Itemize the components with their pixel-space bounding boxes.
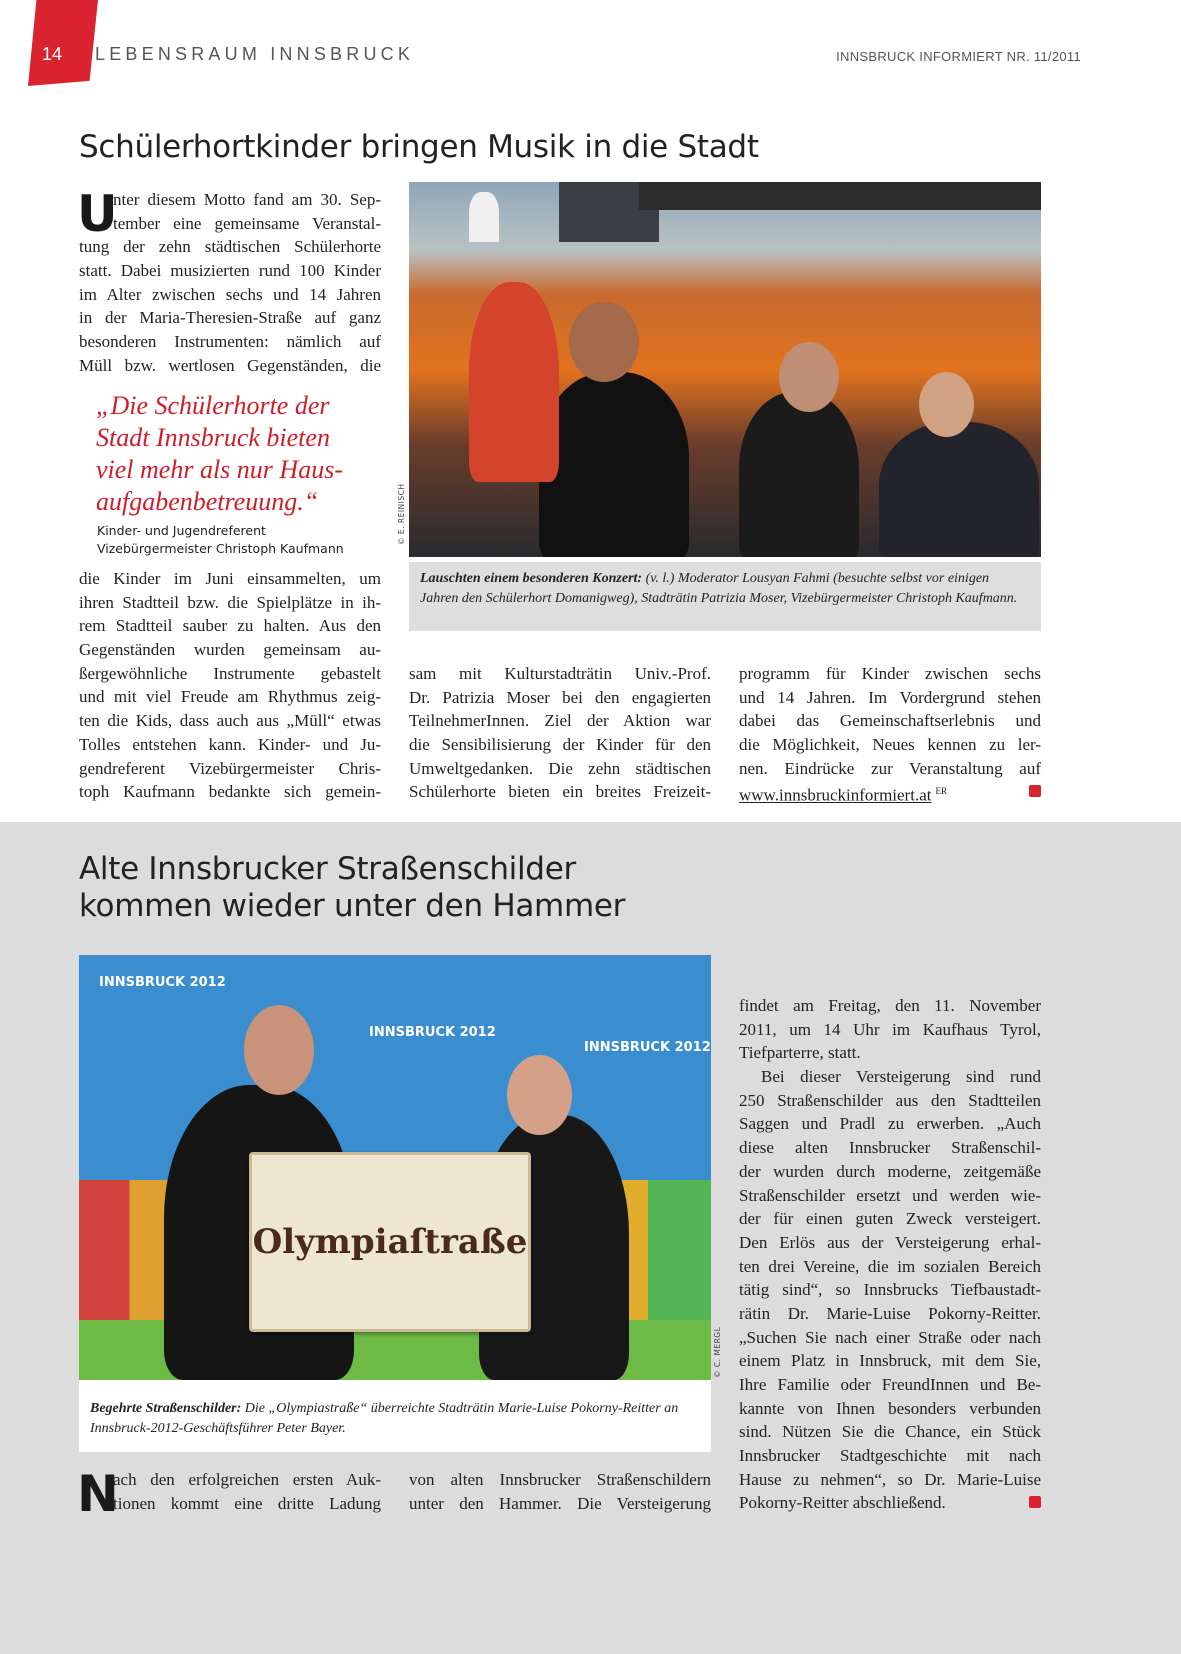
website-link[interactable]: www.innsbruckinformiert.at [739, 785, 932, 805]
section-title: LEBENSRAUM INNSBRUCK [95, 44, 415, 64]
text-line: aufgabenbetreuung.“ [96, 487, 319, 516]
text-line-content: einem Platz in Innsbruck, mit dem Sie, [739, 1351, 1041, 1371]
text-line [739, 1136, 1041, 1160]
article1-link-line [739, 780, 1041, 804]
article1-col1-top [77, 185, 381, 378]
text-line-content: die Sensibilisierung der Kinder für den [409, 735, 711, 755]
text-line-content: Ihre Familie oder FreundInnen und Be- [739, 1375, 1041, 1394]
text-line [79, 757, 381, 781]
end-mark-icon [1029, 785, 1041, 797]
text-line [409, 1468, 711, 1492]
text-line [79, 1468, 381, 1492]
caption1-text: (v. l.) Moderator Lousyan Fahmi (besuchte selbst vor einigen Jahren den Schülerhort Domanigweg), Stadträtin Patrizia Moser, Vizebürgermeister Christoph Kaufmann. [420, 571, 1018, 606]
text-line-content: ach den erfolgreichen ersten Auk- [113, 1470, 381, 1489]
text-line-content: gendreferent Vizebürgermeister Chris- [79, 758, 381, 778]
article1-dropcap: U [77, 185, 118, 243]
text-line-content: Müll bzw. wertlosen Gegenständen, die [79, 355, 381, 375]
text-line-content: ten drei Vereine, die im sozialen Bereich [739, 1256, 1041, 1276]
text-line-content: TeilnehmerInnen. Ziel der Aktion war [409, 711, 711, 731]
text-line-content: Tiefparterre, statt. [739, 1043, 861, 1063]
text-line [79, 354, 381, 378]
text-line [739, 709, 1041, 733]
text-line: Vizebürgermeister Christoph Kaufmann [97, 540, 344, 556]
text-line [739, 1444, 1041, 1468]
text-line-content: ten die Kids, dass auch aus „Müll“ etwas [79, 711, 381, 731]
text-line-content: statt. Dabei musizierten rund 100 Kinder [79, 261, 381, 281]
text-line [739, 1491, 1041, 1515]
photo2-caption [79, 1380, 711, 1452]
text-line [739, 1207, 1041, 1231]
text-line-content: die Möglichkeit, Neues kennen zu ler- [739, 735, 1041, 755]
text-line [739, 757, 1041, 781]
caption2-lead: Begehrte Straßenschilder: [90, 1401, 242, 1416]
text-line [739, 1468, 1041, 1492]
text-line [79, 591, 381, 615]
article2-col2 [409, 1468, 711, 1515]
text-line-content: Straßenschilder ersetzt und werden wie- [739, 1185, 1041, 1205]
text-line-content: sind. Nützen Sie die Chance, ein Stück [739, 1422, 1041, 1442]
photo1-caption [409, 562, 1041, 631]
text-line [79, 188, 381, 212]
text-line-content: dabei das Gemeinschaftserlebnis und [739, 711, 1041, 731]
text-line [79, 235, 381, 259]
text-line-content: nter diesem Motto fand am 30. Sep- [113, 190, 381, 209]
text-line [409, 780, 711, 804]
text-line [79, 780, 381, 804]
text-line-content: 250 Straßenschilder aus den Stadtteilen [739, 1090, 1041, 1110]
text-line [409, 1492, 711, 1516]
text-line-content: im Alter zwischen sechs und 14 Jahren [79, 284, 381, 304]
text-line-content: nen. Eindrücke zur Veranstaltung auf [739, 758, 1041, 778]
text-line [79, 733, 381, 757]
text-line-content: Schülerhorte bieten ein breites Freizeit- [409, 782, 711, 802]
text-line [739, 733, 1041, 757]
text-line [79, 614, 381, 638]
article2-col1 [77, 1465, 381, 1523]
text-line-content: Den Erlös aus der Versteigerung erhal- [739, 1232, 1041, 1252]
article2-title-line: kommen wieder unter den Hammer [79, 888, 626, 924]
text-line-content: 2011, um 14 Uhr im Kaufhaus Tyrol, [739, 1019, 1041, 1039]
photo2-credit: © C. MERGL [713, 1326, 722, 1378]
street-sign-photo [79, 955, 711, 1380]
text-line-content: ßergewöhnliche Instrumente gebastelt [79, 663, 381, 683]
issue-label: INNSBRUCK INFORMIERT NR. 11/2011 [836, 49, 1081, 64]
text-line [79, 1492, 381, 1516]
backdrop-logo: INNSBRUCK 2012 [369, 1025, 496, 1040]
article2-dropcap: N [77, 1465, 119, 1523]
text-line [79, 662, 381, 686]
text-line-content: die Kinder im Juni einsammelten, um [79, 569, 381, 588]
backdrop-logo: INNSBRUCK 2012 [99, 975, 226, 990]
text-line-content: Gegenständen wurden gemeinsam au- [79, 640, 381, 660]
caption1-lead: Lauschten einem besonderen Konzert: [420, 571, 643, 586]
text-line [739, 1373, 1041, 1397]
text-line [79, 638, 381, 662]
text-line: Stadt Innsbruck bieten [96, 423, 330, 452]
text-line-content: rem Stadtteil sauber zu halten. Aus den [79, 616, 381, 636]
text-line [739, 1302, 1041, 1326]
text-line [739, 1349, 1041, 1373]
text-line [739, 1160, 1041, 1184]
text-line [409, 662, 711, 686]
text-line-content: besonderen Instrumenten: nämlich auf [79, 332, 381, 352]
text-line [739, 662, 1041, 686]
text-line-content: kannte von Ihnen besonders verbunden [739, 1398, 1041, 1418]
text-line [739, 1326, 1041, 1350]
text-line-content: unter den Hammer. Die Versteigerung [409, 1493, 711, 1513]
text-line-content: findet am Freitag, den 11. November [739, 996, 1041, 1015]
text-line [79, 212, 381, 236]
text-line [739, 1397, 1041, 1421]
text-line [409, 686, 711, 710]
text-line [409, 757, 711, 781]
street-sign: Olympiaſtraße [249, 1152, 531, 1332]
text-line [79, 283, 381, 307]
text-line-content: toph Kaufmann bedankte sich gemein- [79, 782, 381, 802]
text-line [739, 1065, 1041, 1089]
text-line-content: ihren Stadtteil bzw. die Spielplätze in ih- [79, 592, 381, 612]
article1-col3 [739, 662, 1041, 780]
author-initials: ER [935, 786, 947, 796]
concert-photo [409, 182, 1041, 557]
text-line [409, 709, 711, 733]
text-line-content: Tolles entstehen kann. Kinder- und Ju- [79, 734, 381, 754]
page-tab [28, 0, 98, 86]
text-line [79, 685, 381, 709]
text-line [79, 306, 381, 330]
text-line: Kinder- und Jugendreferent [97, 523, 266, 538]
text-line [79, 259, 381, 283]
text-line [739, 686, 1041, 710]
text-line-content: Bei dieser Versteigerung sind rund [761, 1067, 1041, 1087]
article2-col3 [739, 994, 1041, 1515]
text-line [739, 1018, 1041, 1042]
text-line-content: Umweltgedanken. Die zehn städtischen [409, 758, 711, 778]
photo1-credit: © E. REINISCH [397, 483, 406, 545]
text-line [79, 567, 381, 591]
text-line-content: rätin Dr. Marie-Luise Pokorny-Reitter. [739, 1303, 1041, 1323]
text-line-content: Pokorny-Reitter abschließend. [739, 1493, 946, 1513]
text-line [739, 1184, 1041, 1208]
text-line [739, 1231, 1041, 1255]
text-line-content: programm für Kinder zwischen sechs [739, 664, 1041, 683]
article1-col2 [409, 662, 711, 804]
text-line [739, 1420, 1041, 1444]
backdrop-logo: INNSBRUCK 2012 [584, 1040, 711, 1055]
text-line [409, 733, 711, 757]
text-line-content: tung der zehn städtischen Schülerhorte [79, 237, 381, 257]
quote-attribution [97, 522, 344, 557]
text-line-content: der wurden durch moderne, zeitgemäße [739, 1161, 1041, 1181]
text-line-content: von alten Innsbrucker Straßenschildern [409, 1470, 711, 1489]
text-line [739, 994, 1041, 1018]
article2-title-line: Alte Innsbrucker Straßenschilder [79, 851, 576, 887]
article2-title [79, 851, 625, 925]
text-line [739, 1089, 1041, 1113]
text-line-content: der für einen guten Zweck versteigert. [739, 1209, 1041, 1229]
pull-quote [96, 390, 396, 518]
text-line-content: Innsbrucker Stadtgeschichte mit nach [739, 1446, 1041, 1466]
text-line-content: Saggen und Pradl zu erwerben. „Auch [739, 1114, 1041, 1134]
text-line [79, 709, 381, 733]
text-line-content: sam mit Kulturstadträtin Univ.-Prof. [409, 664, 711, 683]
text-line [739, 1041, 1041, 1065]
page-number: 14 [42, 44, 63, 64]
text-line-content: und mit viel Freude am Rhythmus zeig- [79, 687, 381, 707]
article1-col1-bottom [79, 567, 381, 804]
text-line-content: und 14 Jahren. Im Vordergrund stehen [739, 687, 1041, 707]
text-line-content: in der Maria-Theresien-Straße auf ganz [79, 308, 381, 328]
text-line [79, 330, 381, 354]
end-mark-icon [1029, 1496, 1041, 1508]
text-line-content: diese alten Innsbrucker Straßenschil- [739, 1138, 1041, 1158]
text-line-content: Hause zu nehmen“, so Dr. Marie-Luise [739, 1469, 1041, 1489]
text-line [739, 1112, 1041, 1136]
text-line-content: tionen kommt eine dritte Ladung [113, 1493, 381, 1513]
caption2-text: Die „Olympiastraße“ überreichte Stadträtin Marie-Luise Pokorny-Reitter an Innsbruck-2012-Geschäftsführer Peter Bayer. [90, 1401, 679, 1436]
text-line: viel mehr als nur Haus- [96, 455, 343, 484]
text-line [739, 1255, 1041, 1279]
text-line-content: tember eine gemeinsame Veranstal- [113, 213, 381, 233]
text-line-content: tätig sind“, so Innsbrucks Tiefbaustadt- [739, 1280, 1041, 1300]
text-line-content: „Suchen Sie nach einer Straße oder nach [739, 1327, 1041, 1347]
text-line: „Die Schülerhorte der [96, 391, 330, 420]
article1-title: Schülerhortkinder bringen Musik in die Stadt [79, 129, 759, 165]
text-line-content: Dr. Patrizia Moser bei den engagierten [409, 687, 711, 707]
text-line [739, 1278, 1041, 1302]
